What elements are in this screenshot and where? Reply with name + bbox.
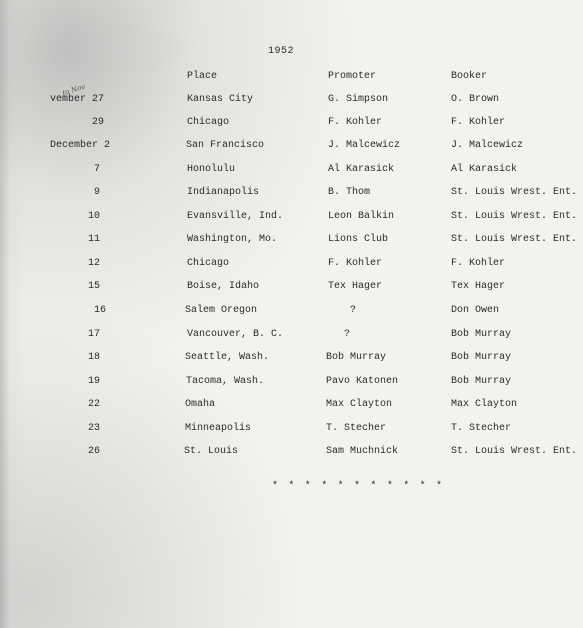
row-place: Honolulu — [187, 164, 236, 175]
table-row — [0, 281, 583, 299]
row-promoter: ? — [344, 329, 351, 340]
row-place: Seattle, Wash. — [185, 352, 270, 363]
row-booker: F. Kohler — [451, 258, 506, 269]
row-booker: J. Malcewicz — [451, 140, 524, 151]
row-booker: Bob Murray — [451, 352, 512, 363]
row-date: 16 — [93, 305, 106, 316]
footer-stars: * * * * * * * * * * * — [272, 481, 445, 492]
row-date: 23 — [87, 423, 100, 434]
row-booker: T. Stecher — [451, 423, 512, 434]
row-booker: St. Louis Wrest. Ent. — [451, 446, 578, 457]
row-place: St. Louis — [184, 446, 239, 457]
row-promoter: J. Malcewicz — [328, 140, 401, 151]
page-title-year: 1952 — [268, 46, 295, 57]
row-promoter: T. Stecher — [326, 423, 387, 434]
row-place: Evansville, Ind. — [187, 211, 284, 222]
row-booker: St. Louis Wrest. Ent. — [451, 187, 578, 198]
row-booker: Bob Murray — [451, 376, 512, 387]
row-place: Washington, Mo. — [187, 234, 278, 245]
row-date: 9 — [93, 187, 100, 198]
table-row — [0, 305, 583, 323]
table-row — [0, 211, 583, 229]
row-date: 10 — [87, 211, 100, 222]
table-row — [0, 329, 583, 347]
row-place: Chicago — [187, 258, 230, 269]
table-row — [0, 399, 583, 417]
row-place: Boise, Idaho — [187, 281, 260, 292]
row-booker: St. Louis Wrest. Ent. — [451, 211, 578, 222]
row-booker: O. Brown — [451, 94, 500, 105]
row-place: Chicago — [187, 117, 230, 128]
row-booker: Bob Murray — [451, 329, 512, 340]
row-promoter: Leon Balkin — [328, 211, 395, 222]
row-date: 7 — [93, 164, 100, 175]
row-promoter: Pavo Katonen — [326, 376, 399, 387]
row-promoter: Al Karasick — [328, 164, 395, 175]
header-booker: Booker — [451, 71, 488, 82]
row-place: Salem Oregon — [185, 305, 258, 316]
row-promoter: G. Simpson — [328, 94, 389, 105]
row-place: Kansas City — [187, 94, 254, 105]
row-date: 18 — [87, 352, 100, 363]
table-row — [0, 234, 583, 252]
row-promoter: Bob Murray — [326, 352, 387, 363]
row-booker: Max Clayton — [451, 399, 518, 410]
row-place: Tacoma, Wash. — [186, 376, 265, 387]
handwritten-note: to Nov — [61, 82, 87, 98]
row-promoter: F. Kohler — [328, 258, 383, 269]
row-place: Indianapolis — [187, 187, 260, 198]
row-place: Omaha — [185, 399, 216, 410]
row-date: 15 — [87, 281, 100, 292]
table-row — [0, 446, 583, 464]
row-booker: Tex Hager — [451, 281, 506, 292]
table-row — [0, 164, 583, 182]
table-row — [0, 258, 583, 276]
row-place: San Francisco — [186, 140, 265, 151]
row-booker: Don Owen — [451, 305, 500, 316]
row-place: Vancouver, B. C. — [187, 329, 284, 340]
row-date: 19 — [87, 376, 100, 387]
table-row — [0, 187, 583, 205]
row-date: 12 — [87, 258, 100, 269]
row-date: 11 — [87, 234, 100, 245]
row-booker: F. Kohler — [451, 117, 506, 128]
row-promoter: ? — [350, 305, 357, 316]
table-row — [0, 117, 583, 135]
row-promoter: Max Clayton — [326, 399, 393, 410]
header-place: Place — [187, 71, 218, 82]
header-promoter: Promoter — [328, 71, 377, 82]
table-row — [0, 376, 583, 394]
row-date: 29 — [91, 117, 104, 128]
row-place: Minneapolis — [185, 423, 252, 434]
row-promoter: Lions Club — [328, 234, 389, 245]
table-row — [0, 423, 583, 441]
row-date: December 2 — [49, 140, 110, 151]
row-booker: Al Karasick — [451, 164, 518, 175]
row-date: 17 — [87, 329, 100, 340]
row-date: 26 — [87, 446, 100, 457]
table-row — [0, 352, 583, 370]
row-promoter: Sam Muchnick — [326, 446, 399, 457]
row-date: vember 27 — [49, 94, 104, 105]
table-row — [0, 140, 583, 158]
row-promoter: F. Kohler — [328, 117, 383, 128]
table-row — [0, 94, 583, 112]
row-promoter: B. Thom — [328, 187, 371, 198]
row-booker: St. Louis Wrest. Ent. — [451, 234, 578, 245]
row-promoter: Tex Hager — [328, 281, 383, 292]
row-date: 22 — [87, 399, 100, 410]
